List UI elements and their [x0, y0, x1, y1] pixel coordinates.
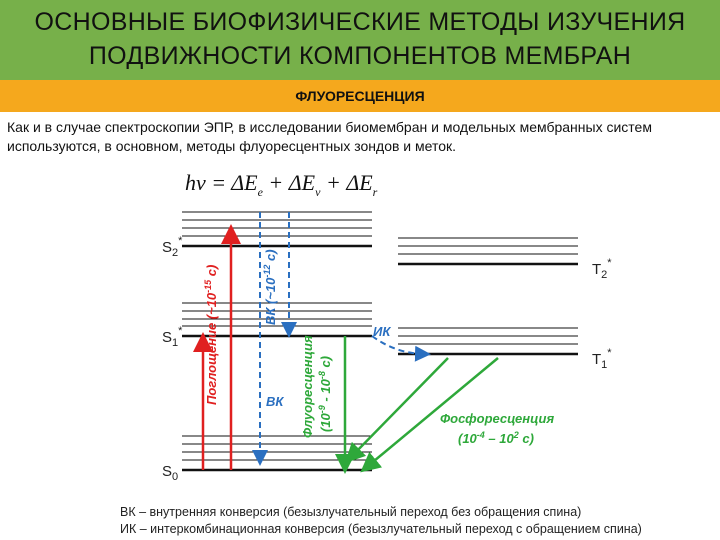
section-title: ФЛУОРЕСЦЕНЦИЯ — [295, 88, 425, 104]
triplet-levels — [398, 238, 578, 354]
fluorescence-label-line1: Флуоресценция — [300, 335, 315, 438]
ik-label: ИК — [373, 324, 391, 339]
t1-label: $T_1^*$ — [592, 347, 612, 371]
phosphorescence-label-line2: ($10^{-4} - 10^2$ с) — [458, 430, 534, 446]
jablonski-diagram — [0, 160, 720, 500]
energy-equation: $h\nu = \Delta E_e + \Delta E_v + \Delta E_r$ — [185, 170, 378, 199]
intro-text: Как и в случае спектроскопии ЭПР, в исследовании биомембран и модельных мембранных систем используются, в основном, методы флуоресцентных зондов и меток. — [7, 119, 652, 154]
t2-label: $T_2^*$ — [592, 257, 612, 281]
page-title-line2: ПОДВИЖНОСТИ КОМПОНЕНТОВ МЕМБРАН — [88, 42, 632, 70]
phosphorescence-arrow-1 — [352, 358, 448, 456]
s0-label: $S_0$ — [162, 463, 179, 483]
footnote-ik: ИК – интеркомбинационная конверсия (безызлучательный переход с обращением спина) — [120, 522, 642, 536]
vk-vertical-label: ВК ($\sim 10^{-12}$ с) — [262, 249, 278, 325]
page-title-line1: ОСНОВНЫЕ БИОФИЗИЧЕСКИЕ МЕТОДЫ ИЗУЧЕНИЯ — [34, 8, 686, 36]
phosphorescence-label-line1: Фосфоресценция — [440, 411, 555, 426]
s1-label: $S_1^*$ — [162, 325, 183, 349]
absorption-label: Поглощение ($\sim 10^{-15}$ с) — [203, 264, 219, 405]
vk-label: ВК — [266, 394, 284, 409]
fluorescence-label-line2: ($10^{-9} - 10^{-8}$ с) — [317, 355, 333, 432]
footnote-vk: ВК – внутренняя конверсия (безызлучательный переход без обращения спина) — [120, 505, 582, 519]
s2-label: $S_2^*$ — [162, 235, 183, 259]
